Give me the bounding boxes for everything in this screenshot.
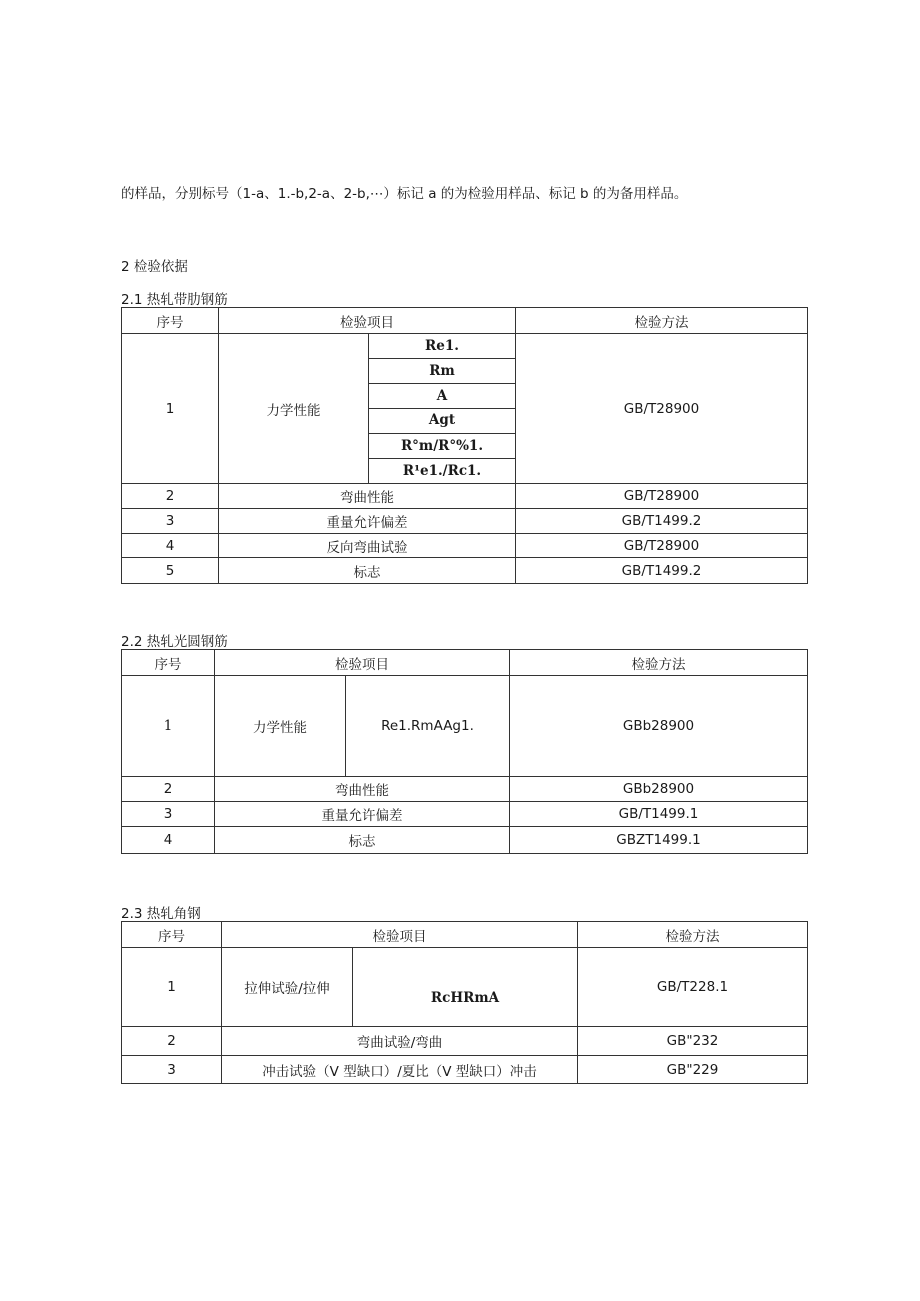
table2-row-method: GBZT1499.1 — [510, 827, 808, 854]
table2-row-item: 标志 — [215, 827, 510, 854]
table3-row1-item: 拉伸试验/拉伸 — [222, 948, 353, 1027]
table1-row-item: 重量允许偏差 — [219, 509, 516, 534]
table1-header-method: 检验方法 — [516, 308, 808, 334]
table2-row-method: GB/T1499.1 — [510, 802, 808, 827]
table1-row1-method: GB/T28900 — [516, 334, 808, 484]
table3-heading: 2.3 热轧角钢 — [121, 906, 201, 922]
table2-row-no: 2 — [122, 777, 215, 802]
table1-row-method: GB/T1499.2 — [516, 509, 808, 534]
table2-header-row — [122, 650, 808, 676]
table-row — [122, 948, 808, 1027]
table1-row-item: 弯曲性能 — [219, 484, 516, 509]
table2-row1-sub: Re1.RmAAg1. — [346, 676, 510, 777]
table-row — [122, 1027, 808, 1056]
table1-row-method: GB/T1499.2 — [516, 558, 808, 584]
table2-row-item: 弯曲性能 — [215, 777, 510, 802]
table1-heading: 2.1 热轧带肋钢筋 — [121, 292, 228, 308]
table3-row-item: 弯曲试验/弯曲 — [222, 1027, 578, 1056]
table2-row-item: 重量允许偏差 — [215, 802, 510, 827]
table1-row-method: GB/T28900 — [516, 484, 808, 509]
table3-header-no: 序号 — [122, 922, 222, 948]
table2-row-no: 4 — [122, 827, 215, 854]
table1-header-no: 序号 — [122, 308, 219, 334]
table2-row-no: 3 — [122, 802, 215, 827]
table3-header-row — [122, 922, 808, 948]
table1-row-no: 3 — [122, 509, 219, 534]
table1-row-item: 反向弯曲试验 — [219, 534, 516, 558]
table3 — [121, 921, 808, 1084]
table3-row-method: GB"229 — [578, 1056, 808, 1084]
table1-row1-no: 1 — [122, 334, 219, 484]
table2-row1-method: GBb28900 — [510, 676, 808, 777]
table-row — [122, 334, 808, 359]
table3-row1-method: GB/T228.1 — [578, 948, 808, 1027]
table3-header-method: 检验方法 — [578, 922, 808, 948]
table1-header-item: 检验项目 — [219, 308, 516, 334]
table3-row1-sub: RcHRmA — [353, 948, 578, 1027]
table2-header-item: 检验项目 — [215, 650, 510, 676]
section-title: 2 检验依据 — [121, 259, 188, 275]
table-row — [122, 558, 808, 584]
table-row — [122, 676, 808, 777]
table1-subitem: A — [369, 384, 516, 409]
table-row — [122, 484, 808, 509]
table1-subitem: R¹e1./Rc1. — [369, 459, 516, 484]
intro-paragraph: 的样品，分别标号（1-a、1.-b,2-a、2-b,⋯）标记 a 的为检验用样品、标记 b 的为备用样品。 — [121, 186, 688, 202]
table-row — [122, 802, 808, 827]
table1 — [121, 307, 808, 584]
table2-row1-item: 力学性能 — [215, 676, 346, 777]
table3-row-item: 冲击试验（V 型缺口）/夏比（V 型缺口）冲击 — [222, 1056, 578, 1084]
table2-header-no: 序号 — [122, 650, 215, 676]
table2-header-method: 检验方法 — [510, 650, 808, 676]
table1-subitem: Re1. — [369, 334, 516, 359]
table2-heading: 2.2 热轧光圆钢筋 — [121, 634, 228, 650]
table3-header-item: 检验项目 — [222, 922, 578, 948]
table1-row-no: 5 — [122, 558, 219, 584]
table1-subitem: R°m/R°%1. — [369, 434, 516, 459]
table-row — [122, 777, 808, 802]
table2-row1-no: 1 — [122, 676, 215, 777]
table3-row-no: 3 — [122, 1056, 222, 1084]
table3-row-method: GB"232 — [578, 1027, 808, 1056]
table3-row-no: 2 — [122, 1027, 222, 1056]
table2 — [121, 649, 808, 854]
table1-subitem: Rm — [369, 359, 516, 384]
table1-header-row — [122, 308, 808, 334]
table1-row-no: 4 — [122, 534, 219, 558]
table-row — [122, 827, 808, 854]
table-row — [122, 1056, 808, 1084]
table1-row1-item: 力学性能 — [219, 334, 369, 484]
table2-row-method: GBb28900 — [510, 777, 808, 802]
table1-row-no: 2 — [122, 484, 219, 509]
table1-subitem: Agt — [369, 409, 516, 434]
table1-row-item: 标志 — [219, 558, 516, 584]
table3-row1-no: 1 — [122, 948, 222, 1027]
table1-row-method: GB/T28900 — [516, 534, 808, 558]
table-row — [122, 509, 808, 534]
table-row — [122, 534, 808, 558]
